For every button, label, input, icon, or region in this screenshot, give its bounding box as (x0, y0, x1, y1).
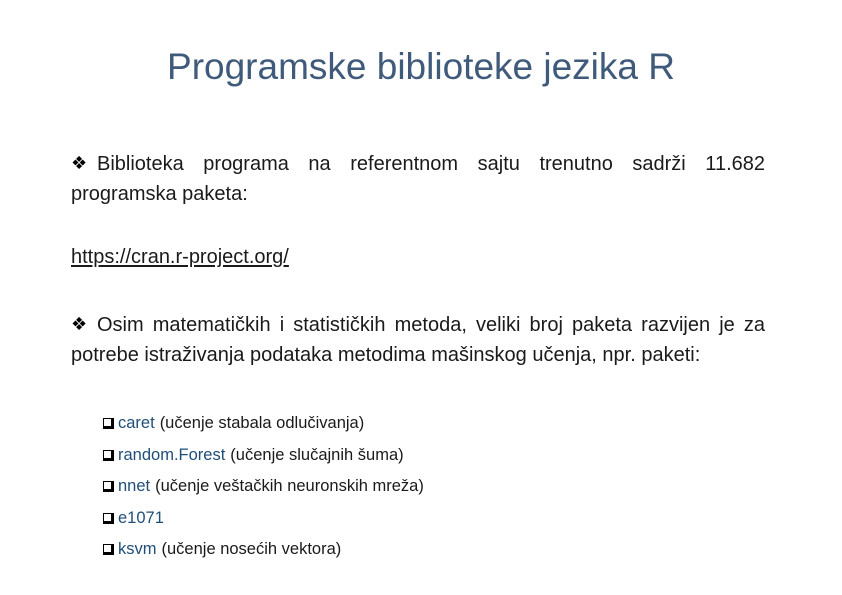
square-bullet-icon (103, 544, 114, 555)
package-name: e1071 (118, 508, 164, 527)
bullet-paragraph-1 (71, 148, 765, 209)
cran-link[interactable]: https://cran.r-project.org/ (71, 246, 289, 268)
package-name: caret (118, 414, 155, 432)
list-item (103, 440, 424, 472)
list-item (103, 471, 424, 503)
paragraph-2-text: Osim matematičkih i statističkih metoda, veliki broj paketa razvijen je za potrebe istraživanja podataka metodima mašinskog učenja, npr. paketi: (71, 314, 765, 366)
package-description: (učenje veštačkih neuronskih mreža) (155, 477, 424, 495)
package-name: random.Forest (118, 445, 226, 464)
paragraph-1-text: Biblioteka programa na referentnom sajtu trenutno sadrži 11.682 programska paketa: (71, 153, 765, 205)
package-list (103, 408, 424, 566)
list-item (103, 534, 424, 566)
list-item (103, 503, 424, 535)
slide-title: Programske biblioteke jezika R (167, 46, 675, 87)
square-bullet-icon (103, 481, 114, 492)
package-description: (učenje slučajnih šuma) (230, 445, 404, 464)
package-description: (učenje stabala odlučivanja) (159, 414, 365, 432)
package-name: nnet (118, 477, 151, 495)
square-bullet-icon (103, 418, 114, 429)
square-bullet-icon (103, 513, 114, 524)
diamond-bullet-icon: ❖ (71, 314, 88, 334)
bullet-paragraph-2 (71, 309, 765, 370)
package-description: (učenje nosećih vektora) (161, 540, 342, 558)
square-bullet-icon (103, 450, 114, 461)
diamond-bullet-icon: ❖ (71, 153, 88, 173)
package-name: ksvm (118, 540, 157, 558)
list-item (103, 408, 424, 440)
